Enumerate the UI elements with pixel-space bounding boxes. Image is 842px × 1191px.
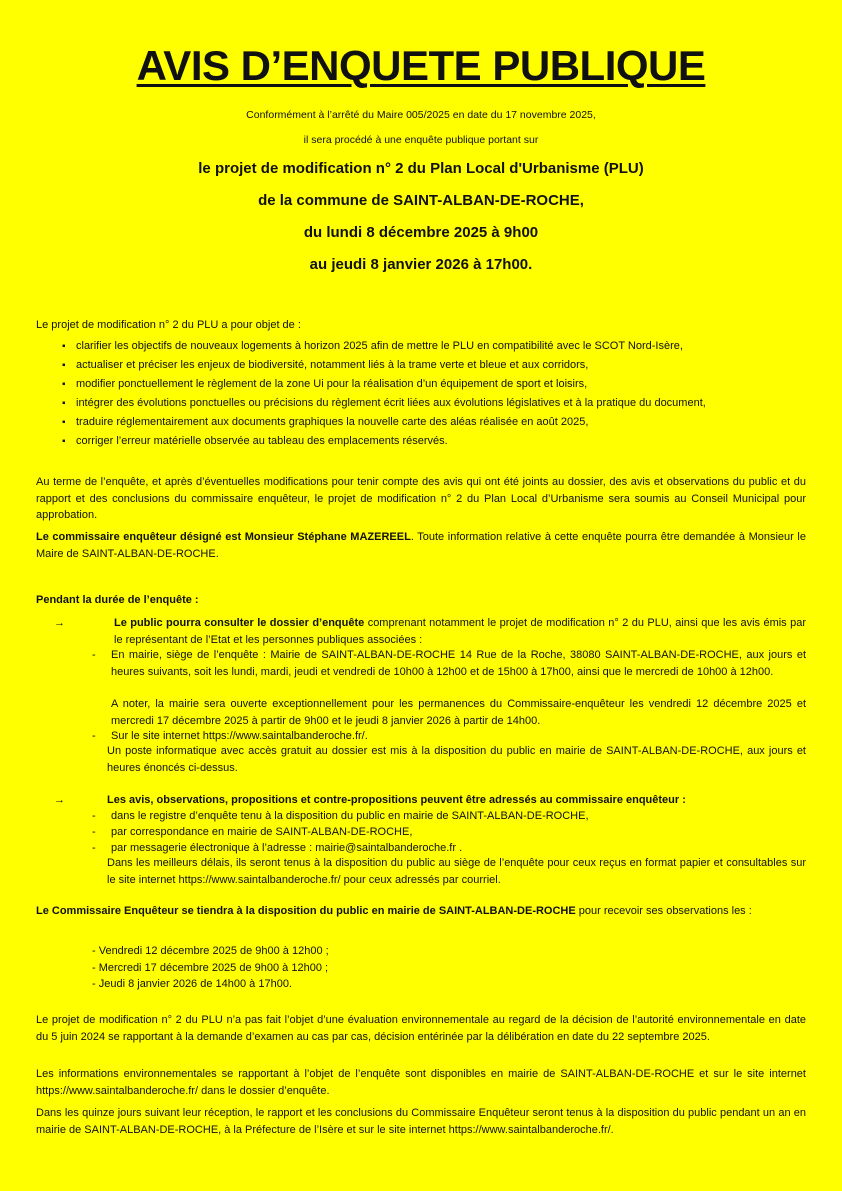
list-item: ▪ actualiser et préciser les enjeux de biodiversité, notamment liés à la trame verte et bleue et aux corridors, bbox=[36, 356, 806, 375]
avis-heading: Les avis, observations, propositions et contre-propositions peuvent être adressés au commissaire enquêteur : bbox=[107, 794, 686, 806]
commissaire-paragraph bbox=[36, 529, 806, 562]
footer-paragraph-3: Dans les quinze jours suivant leur réception, le rapport et les conclusions du Commissaire Enquêteur seront tenus à la disposition du public pendant un an en mairie de SAINT-ALBAN-DE-ROCHE, à la Préfecture de l’Isère et sur le site internet https://www.saintalbanderoche.fr/. bbox=[36, 1107, 806, 1136]
objet-list bbox=[36, 337, 806, 451]
dash-bullet: - bbox=[92, 649, 96, 661]
list-item: ▪ clarifier les objectifs de nouveaux logements à horizon 2025 afin de mettre le PLU en compatibilité avec le SCOT Nord-Isère, bbox=[36, 337, 806, 356]
objet-section bbox=[36, 317, 806, 451]
page-title: AVIS D’ENQUETE PUBLIQUE bbox=[136, 42, 706, 89]
list-item: - Mercredi 17 décembre 2025 de 9h00 à 12h00 ; bbox=[92, 961, 329, 974]
headline-project: le projet de modification n° 2 du Plan Local d'Urbanisme (PLU) bbox=[198, 160, 644, 177]
headline-start-date: du lundi 8 décembre 2025 à 9h00 bbox=[303, 224, 539, 241]
arrow-icon: → bbox=[54, 794, 65, 806]
delais-text: Dans les meilleurs délais, ils seront tenus à la disposition du public au siège de l’enquête pour ceux reçus en format papier et consultables sur le site internet https://www.saintalbanderoche.fr/ pour ceux adressés par courriel. bbox=[107, 857, 806, 886]
headline-end-date: au jeudi 8 janvier 2026 à 17h00. bbox=[309, 256, 533, 273]
intro-line-1: Conformément à l’arrêté du Maire 005/2025 en date du 17 novembre 2025, bbox=[246, 109, 596, 121]
terme-paragraph: Au terme de l’enquête, et après d’éventuelles modifications pour tenir compte des avis qui ont été joints au dossier, des avis et observations du public et du rapport et des conclusions du commissaire enquêteur, le projet de modification n° 2 du Plan Local d’Urbanisme sera soumis au Conseil Municipal pour approbation. bbox=[36, 476, 806, 521]
arrow-icon: → bbox=[54, 617, 65, 629]
poste-text: Un poste informatique avec accès gratuit au dossier est mis à la disposition du public en mairie de SAINT-ALBAN-DE-ROCHE, aux jours et heures énoncés ci-dessus. bbox=[107, 745, 806, 774]
pendant-heading: Pendant la durée de l’enquête : bbox=[36, 594, 199, 606]
dash-bullet: - bbox=[92, 842, 96, 854]
list-item: - Vendredi 12 décembre 2025 de 9h00 à 12h00 ; bbox=[92, 945, 329, 957]
messagerie-text: par messagerie électronique à l’adresse : mairie@saintalbanderoche.fr . bbox=[111, 842, 463, 854]
list-item: - Jeudi 8 janvier 2026 de 14h00 à 17h00. bbox=[92, 978, 292, 990]
list-item: ▪ corriger l’erreur matérielle observée au tableau des emplacements réservés. bbox=[36, 432, 806, 451]
dash-bullet: - bbox=[92, 826, 96, 838]
registre-text: dans le registre d’enquête tenu à la disposition du public en mairie de SAINT-ALBAN-DE-ROCHE, bbox=[111, 810, 589, 822]
site-text: Sur le site internet https://www.saintalbanderoche.fr/. bbox=[111, 730, 368, 742]
footer-paragraph-1: Le projet de modification n° 2 du PLU n’a pas fait l’objet d’une évaluation environnementale au regard de la décision de l’autorité environnementale en date du 5 juin 2024 se rapportant à la demande d’examen au cas par cas, décision entérinée par la délibération en date du 22 septembre 2025. bbox=[36, 1014, 806, 1043]
commissaire-rest: . Toute information relative à cette enquête pourra être demandée à Monsieur le Maire de SAINT-ALBAN-DE-ROCHE. bbox=[36, 531, 806, 560]
objet-lead: Le projet de modification n° 2 du PLU a pour objet de : bbox=[36, 319, 301, 331]
list-item: ▪ intégrer des évolutions ponctuelles ou précisions du règlement écrit liées aux évolutions législatives et à la pratique du document, bbox=[36, 394, 806, 413]
intro-line-2: il sera procédé à une enquête publique portant sur bbox=[303, 134, 539, 146]
anoter-text: A noter, la mairie sera ouverte exceptionnellement pour les permanences du Commissaire-enquêteur les vendredi 12 décembre 2025 et mercredi 17 décembre 2025 à partir de 9h00 et le jeudi 8 janvier 2026 à partir de 14h00. bbox=[111, 698, 806, 727]
permanences-dates bbox=[92, 943, 792, 993]
list-item: ▪ traduire réglementairement aux documents graphiques la nouvelle carte des aléas réalisée en août 2025, bbox=[36, 413, 806, 432]
footer-paragraph-2: Les informations environnementales se rapportant à l’objet de l’enquête sont disponibles en mairie de SAINT-ALBAN-DE-ROCHE et sur le site internet https://www.saintalbanderoche.fr/ dans le dossier d’enquête. bbox=[36, 1068, 806, 1097]
list-item: ▪ modifier ponctuellement le règlement de la zone Ui pour la réalisation d’un équipement de sport et loisirs, bbox=[36, 375, 806, 394]
permanences-paragraph: Le Commissaire Enquêteur se tiendra à la disposition du public en mairie de SAINT-ALBAN-DE-ROCHE pour recevoir ses observations les : bbox=[36, 905, 752, 917]
mairie-text: En mairie, siège de l’enquête : Mairie de SAINT-ALBAN-DE-ROCHE 14 Rue de la Roche, 38080 SAINT-ALBAN-DE-ROCHE, aux jours et heures suivants, soit les lundi, mardi, jeudi et vendredi de 10h00 à 12h00 et de 15h00 à 17h00, ainsi que le mercredi de 10h00 à 12h00. bbox=[111, 649, 806, 678]
dash-bullet: - bbox=[92, 730, 96, 742]
consultation-text: Le public pourra consulter le dossier d’enquête comprenant notamment le projet de modification n° 2 du PLU, ainsi que les avis émis par le représentant de l’Etat et les personnes publiques associées : bbox=[114, 617, 806, 646]
correspondance-text: par correspondance en mairie de SAINT-ALBAN-DE-ROCHE, bbox=[111, 826, 413, 838]
dash-bullet: - bbox=[92, 810, 96, 822]
headline-commune: de la commune de SAINT-ALBAN-DE-ROCHE, bbox=[258, 192, 584, 209]
commissaire-name: Le commissaire enquêteur désigné est Monsieur Stéphane MAZEREEL bbox=[36, 531, 411, 543]
